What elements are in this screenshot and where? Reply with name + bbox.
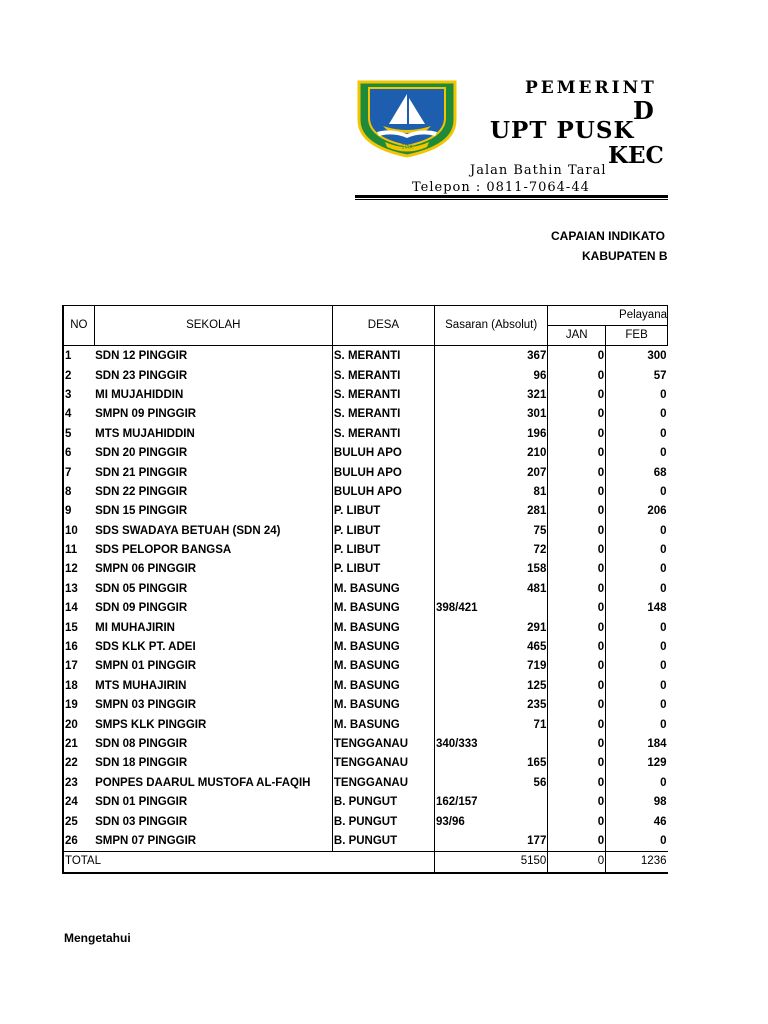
row-desa-cell: M. BASUNG <box>332 715 434 734</box>
row-sasaran-cell: 398/421 <box>435 599 548 618</box>
row-feb-cell: 0 <box>606 774 668 793</box>
row-feb-cell: 206 <box>606 502 668 521</box>
row-no-cell: 16 <box>63 638 94 657</box>
row-desa-cell: S. MERANTI <box>332 405 434 424</box>
row-desa-cell: M. BASUNG <box>332 638 434 657</box>
row-feb-cell: 184 <box>606 735 668 754</box>
table-row <box>63 618 668 637</box>
total-jan: 0 <box>548 852 606 873</box>
table-row <box>63 715 668 734</box>
row-desa-cell: M. BASUNG <box>332 580 434 599</box>
row-desa-cell: M. BASUNG <box>332 599 434 618</box>
table-row <box>63 774 668 793</box>
row-sasaran-cell: 465 <box>435 638 548 657</box>
row-jan-cell: 0 <box>548 502 606 521</box>
table-body <box>63 346 668 873</box>
table-row <box>63 657 668 676</box>
row-no-cell: 18 <box>63 677 94 696</box>
row-no-cell: 8 <box>63 483 94 502</box>
row-no-cell: 26 <box>63 832 94 852</box>
row-sekolah-cell: SDN 20 PINGGIR <box>95 447 188 460</box>
row-jan-cell: 0 <box>548 405 606 424</box>
row-jan-cell: 0 <box>548 793 606 812</box>
row-desa-cell: TENGGANAU <box>332 774 434 793</box>
row-no-cell: 17 <box>63 657 94 676</box>
row-sekolah-cell: SDS SWADAYA BETUAH (SDN 24) <box>95 524 281 537</box>
row-no-cell: 21 <box>63 735 94 754</box>
row-feb-cell: 0 <box>606 444 668 463</box>
header-feb: FEB <box>606 326 668 346</box>
row-sasaran-cell: 177 <box>435 832 548 852</box>
row-jan-cell: 0 <box>548 812 606 831</box>
row-sasaran-cell: 207 <box>435 463 548 482</box>
row-jan-cell: 0 <box>548 580 606 599</box>
row-sekolah-cell: SDS PELOPOR BANGSA <box>95 544 232 557</box>
row-sasaran-cell: 367 <box>435 346 548 367</box>
table-row <box>63 832 668 852</box>
row-sasaran-cell: 158 <box>435 560 548 579</box>
row-sekolah-cell: SDN 15 PINGGIR <box>95 505 188 518</box>
row-sasaran-cell: 162/157 <box>435 793 548 812</box>
svg-text:SIAK: SIAK <box>401 144 413 151</box>
letterhead-address: Jalan Bathin Taral <box>470 163 607 178</box>
row-no-cell: 23 <box>63 774 94 793</box>
total-row <box>63 852 668 873</box>
row-feb-cell: 300 <box>606 346 668 367</box>
row-feb-cell: 0 <box>606 541 668 560</box>
row-no-cell: 7 <box>63 463 94 482</box>
row-feb-cell: 0 <box>606 560 668 579</box>
letterhead-kecamatan: KEC <box>608 142 664 169</box>
row-feb-cell: 0 <box>606 677 668 696</box>
header-pelayanan: Pelayana <box>548 306 668 326</box>
row-feb-cell: 148 <box>606 599 668 618</box>
table-row <box>63 483 668 502</box>
row-desa-cell: M. BASUNG <box>332 677 434 696</box>
row-desa-cell: P. LIBUT <box>332 522 434 541</box>
row-desa-cell: B. PUNGUT <box>332 832 434 852</box>
data-table <box>62 305 668 874</box>
row-no-cell: 12 <box>63 560 94 579</box>
row-sasaran-cell: 165 <box>435 754 548 773</box>
row-desa-cell: BULUH APO <box>332 483 434 502</box>
row-sasaran-cell: 281 <box>435 502 548 521</box>
table-row <box>63 502 668 521</box>
row-no-cell: 6 <box>63 444 94 463</box>
row-feb-cell: 0 <box>606 580 668 599</box>
row-desa-cell: B. PUNGUT <box>332 793 434 812</box>
regency-logo <box>355 80 459 158</box>
row-no-cell: 5 <box>63 425 94 444</box>
letterhead-divider <box>355 195 668 198</box>
row-jan-cell: 0 <box>548 618 606 637</box>
row-sasaran-cell: 125 <box>435 677 548 696</box>
table-row <box>63 463 668 482</box>
table-row <box>63 638 668 657</box>
header-desa: DESA <box>332 306 434 346</box>
row-sekolah-cell: SMPN 03 PINGGIR <box>95 699 197 712</box>
row-jan-cell: 0 <box>548 560 606 579</box>
row-jan-cell: 0 <box>548 657 606 676</box>
table-row <box>63 522 668 541</box>
row-desa-cell: S. MERANTI <box>332 425 434 444</box>
header-sasaran: Sasaran (Absolut) <box>435 306 548 346</box>
row-sekolah-cell: PONPES DAARUL MUSTOFA AL-FAQIH <box>95 776 311 789</box>
row-desa-cell: S. MERANTI <box>332 386 434 405</box>
row-sekolah-cell: SDN 09 PINGGIR <box>95 602 188 615</box>
row-jan-cell: 0 <box>548 366 606 385</box>
row-sasaran-cell: 321 <box>435 386 548 405</box>
row-jan-cell: 0 <box>548 425 606 444</box>
header-sekolah: SEKOLAH <box>94 306 332 346</box>
row-sekolah-cell: SDN 23 PINGGIR <box>95 369 188 382</box>
row-sasaran-cell: 96 <box>435 366 548 385</box>
row-desa-cell: BULUH APO <box>332 444 434 463</box>
row-sekolah-cell: SDN 05 PINGGIR <box>95 582 188 595</box>
row-sekolah-cell: MTS MUJAHIDDIN <box>95 427 195 440</box>
row-desa-cell: S. MERANTI <box>332 366 434 385</box>
row-no-cell: 11 <box>63 541 94 560</box>
row-sekolah-cell: SDN 01 PINGGIR <box>95 796 188 809</box>
row-no-cell: 19 <box>63 696 94 715</box>
row-feb-cell: 0 <box>606 638 668 657</box>
row-no-cell: 22 <box>63 754 94 773</box>
table-row <box>63 541 668 560</box>
row-feb-cell: 0 <box>606 386 668 405</box>
header-no: NO <box>63 306 94 346</box>
table-row <box>63 696 668 715</box>
letterhead-department: D <box>633 96 654 125</box>
row-sekolah-cell: SDN 21 PINGGIR <box>95 466 188 479</box>
row-sasaran-cell: 301 <box>435 405 548 424</box>
row-no-cell: 13 <box>63 580 94 599</box>
row-feb-cell: 0 <box>606 618 668 637</box>
row-sasaran-cell: 75 <box>435 522 548 541</box>
row-sasaran-cell: 719 <box>435 657 548 676</box>
row-feb-cell: 98 <box>606 793 668 812</box>
row-no-cell: 1 <box>63 346 94 367</box>
header-jan: JAN <box>548 326 606 346</box>
row-jan-cell: 0 <box>548 715 606 734</box>
row-feb-cell: 68 <box>606 463 668 482</box>
row-jan-cell: 0 <box>548 735 606 754</box>
letterhead-government: PEMERINT <box>525 78 657 98</box>
total-label: TOTAL <box>63 852 435 873</box>
row-sasaran-cell: 291 <box>435 618 548 637</box>
row-sekolah-cell: MI MUHAJIRIN <box>95 621 175 634</box>
row-sasaran-cell: 340/333 <box>435 735 548 754</box>
row-feb-cell: 0 <box>606 405 668 424</box>
document-subtitle: KABUPATEN B <box>582 249 668 263</box>
row-jan-cell: 0 <box>548 522 606 541</box>
row-desa-cell: TENGGANAU <box>332 754 434 773</box>
row-jan-cell: 0 <box>548 774 606 793</box>
row-sekolah-cell: SDN 12 PINGGIR <box>95 350 188 363</box>
row-sasaran-cell: 71 <box>435 715 548 734</box>
row-sasaran-cell: 56 <box>435 774 548 793</box>
row-no-cell: 10 <box>63 522 94 541</box>
row-feb-cell: 0 <box>606 696 668 715</box>
row-sasaran-cell: 235 <box>435 696 548 715</box>
row-desa-cell: M. BASUNG <box>332 618 434 637</box>
row-jan-cell: 0 <box>548 832 606 852</box>
row-feb-cell: 0 <box>606 522 668 541</box>
total-feb: 1236 <box>606 852 668 873</box>
row-sekolah-cell: SDN 22 PINGGIR <box>95 485 188 498</box>
table-row <box>63 560 668 579</box>
letterhead-phone: Telepon : 0811-7064-44 <box>412 180 590 195</box>
acknowledgement-label: Mengetahui <box>64 931 131 945</box>
document-title: CAPAIAN INDIKATO <box>551 229 665 243</box>
row-desa-cell: B. PUNGUT <box>332 812 434 831</box>
table-row <box>63 405 668 424</box>
row-sekolah-cell: SMPN 09 PINGGIR <box>95 408 197 421</box>
row-feb-cell: 0 <box>606 657 668 676</box>
row-jan-cell: 0 <box>548 463 606 482</box>
letterhead-upt: UPT PUSK <box>490 117 635 144</box>
row-jan-cell: 0 <box>548 599 606 618</box>
row-desa-cell: BULUH APO <box>332 463 434 482</box>
row-jan-cell: 0 <box>548 386 606 405</box>
row-feb-cell: 0 <box>606 715 668 734</box>
row-sekolah-cell: SDN 18 PINGGIR <box>95 757 188 770</box>
row-no-cell: 20 <box>63 715 94 734</box>
row-desa-cell: M. BASUNG <box>332 657 434 676</box>
row-sasaran-cell: 196 <box>435 425 548 444</box>
row-feb-cell: 129 <box>606 754 668 773</box>
row-no-cell: 14 <box>63 599 94 618</box>
table-row <box>63 444 668 463</box>
table-row <box>63 366 668 385</box>
row-sekolah-cell: SMPN 06 PINGGIR <box>95 563 197 576</box>
row-feb-cell: 57 <box>606 366 668 385</box>
table-row <box>63 599 668 618</box>
row-jan-cell: 0 <box>548 638 606 657</box>
table-row <box>63 580 668 599</box>
row-sekolah-cell: SMPS KLK PINGGIR <box>95 718 207 731</box>
letterhead-divider-thin <box>355 199 668 200</box>
row-sekolah-cell: SDN 08 PINGGIR <box>95 738 188 750</box>
table-row <box>63 386 668 405</box>
row-feb-cell: 0 <box>606 425 668 444</box>
row-desa-cell: P. LIBUT <box>332 541 434 560</box>
row-sasaran-cell: 93/96 <box>435 812 548 831</box>
row-no-cell: 4 <box>63 405 94 424</box>
row-no-cell: 9 <box>63 502 94 521</box>
row-jan-cell: 0 <box>548 444 606 463</box>
row-sekolah-cell: MTS MUHAJIRIN <box>95 679 187 692</box>
row-sekolah-cell: SMPN 01 PINGGIR <box>95 660 197 673</box>
row-jan-cell: 0 <box>548 754 606 773</box>
table-row <box>63 677 668 696</box>
row-no-cell: 15 <box>63 618 94 637</box>
row-feb-cell: 0 <box>606 832 668 852</box>
row-desa-cell: M. BASUNG <box>332 696 434 715</box>
row-no-cell: 24 <box>63 793 94 812</box>
row-sekolah-cell: SDS KLK PT. ADEI <box>95 641 196 654</box>
row-desa-cell: S. MERANTI <box>332 346 434 367</box>
row-desa-cell: TENGGANAU <box>332 735 434 754</box>
table-row <box>63 812 668 831</box>
row-sasaran-cell: 210 <box>435 444 548 463</box>
row-jan-cell: 0 <box>548 696 606 715</box>
row-no-cell: 3 <box>63 386 94 405</box>
row-desa-cell: P. LIBUT <box>332 502 434 521</box>
row-sekolah-cell: MI MUJAHIDDIN <box>95 388 184 401</box>
table-row <box>63 793 668 812</box>
row-jan-cell: 0 <box>548 541 606 560</box>
table-row <box>63 754 668 773</box>
row-jan-cell: 0 <box>548 677 606 696</box>
row-sasaran-cell: 481 <box>435 580 548 599</box>
row-no-cell: 2 <box>63 366 94 385</box>
row-jan-cell: 0 <box>548 346 606 367</box>
row-desa-cell: P. LIBUT <box>332 560 434 579</box>
total-sasaran: 5150 <box>435 852 548 873</box>
row-feb-cell: 46 <box>606 812 668 831</box>
row-jan-cell: 0 <box>548 483 606 502</box>
row-sasaran-cell: 81 <box>435 483 548 502</box>
table-row <box>63 346 668 367</box>
row-feb-cell: 0 <box>606 483 668 502</box>
table-row <box>63 425 668 444</box>
table-row <box>63 735 668 754</box>
row-no-cell: 25 <box>63 812 94 831</box>
row-sekolah-cell: SDN 03 PINGGIR <box>95 815 188 828</box>
row-sekolah-cell: SMPN 07 PINGGIR <box>95 834 197 847</box>
row-sasaran-cell: 72 <box>435 541 548 560</box>
